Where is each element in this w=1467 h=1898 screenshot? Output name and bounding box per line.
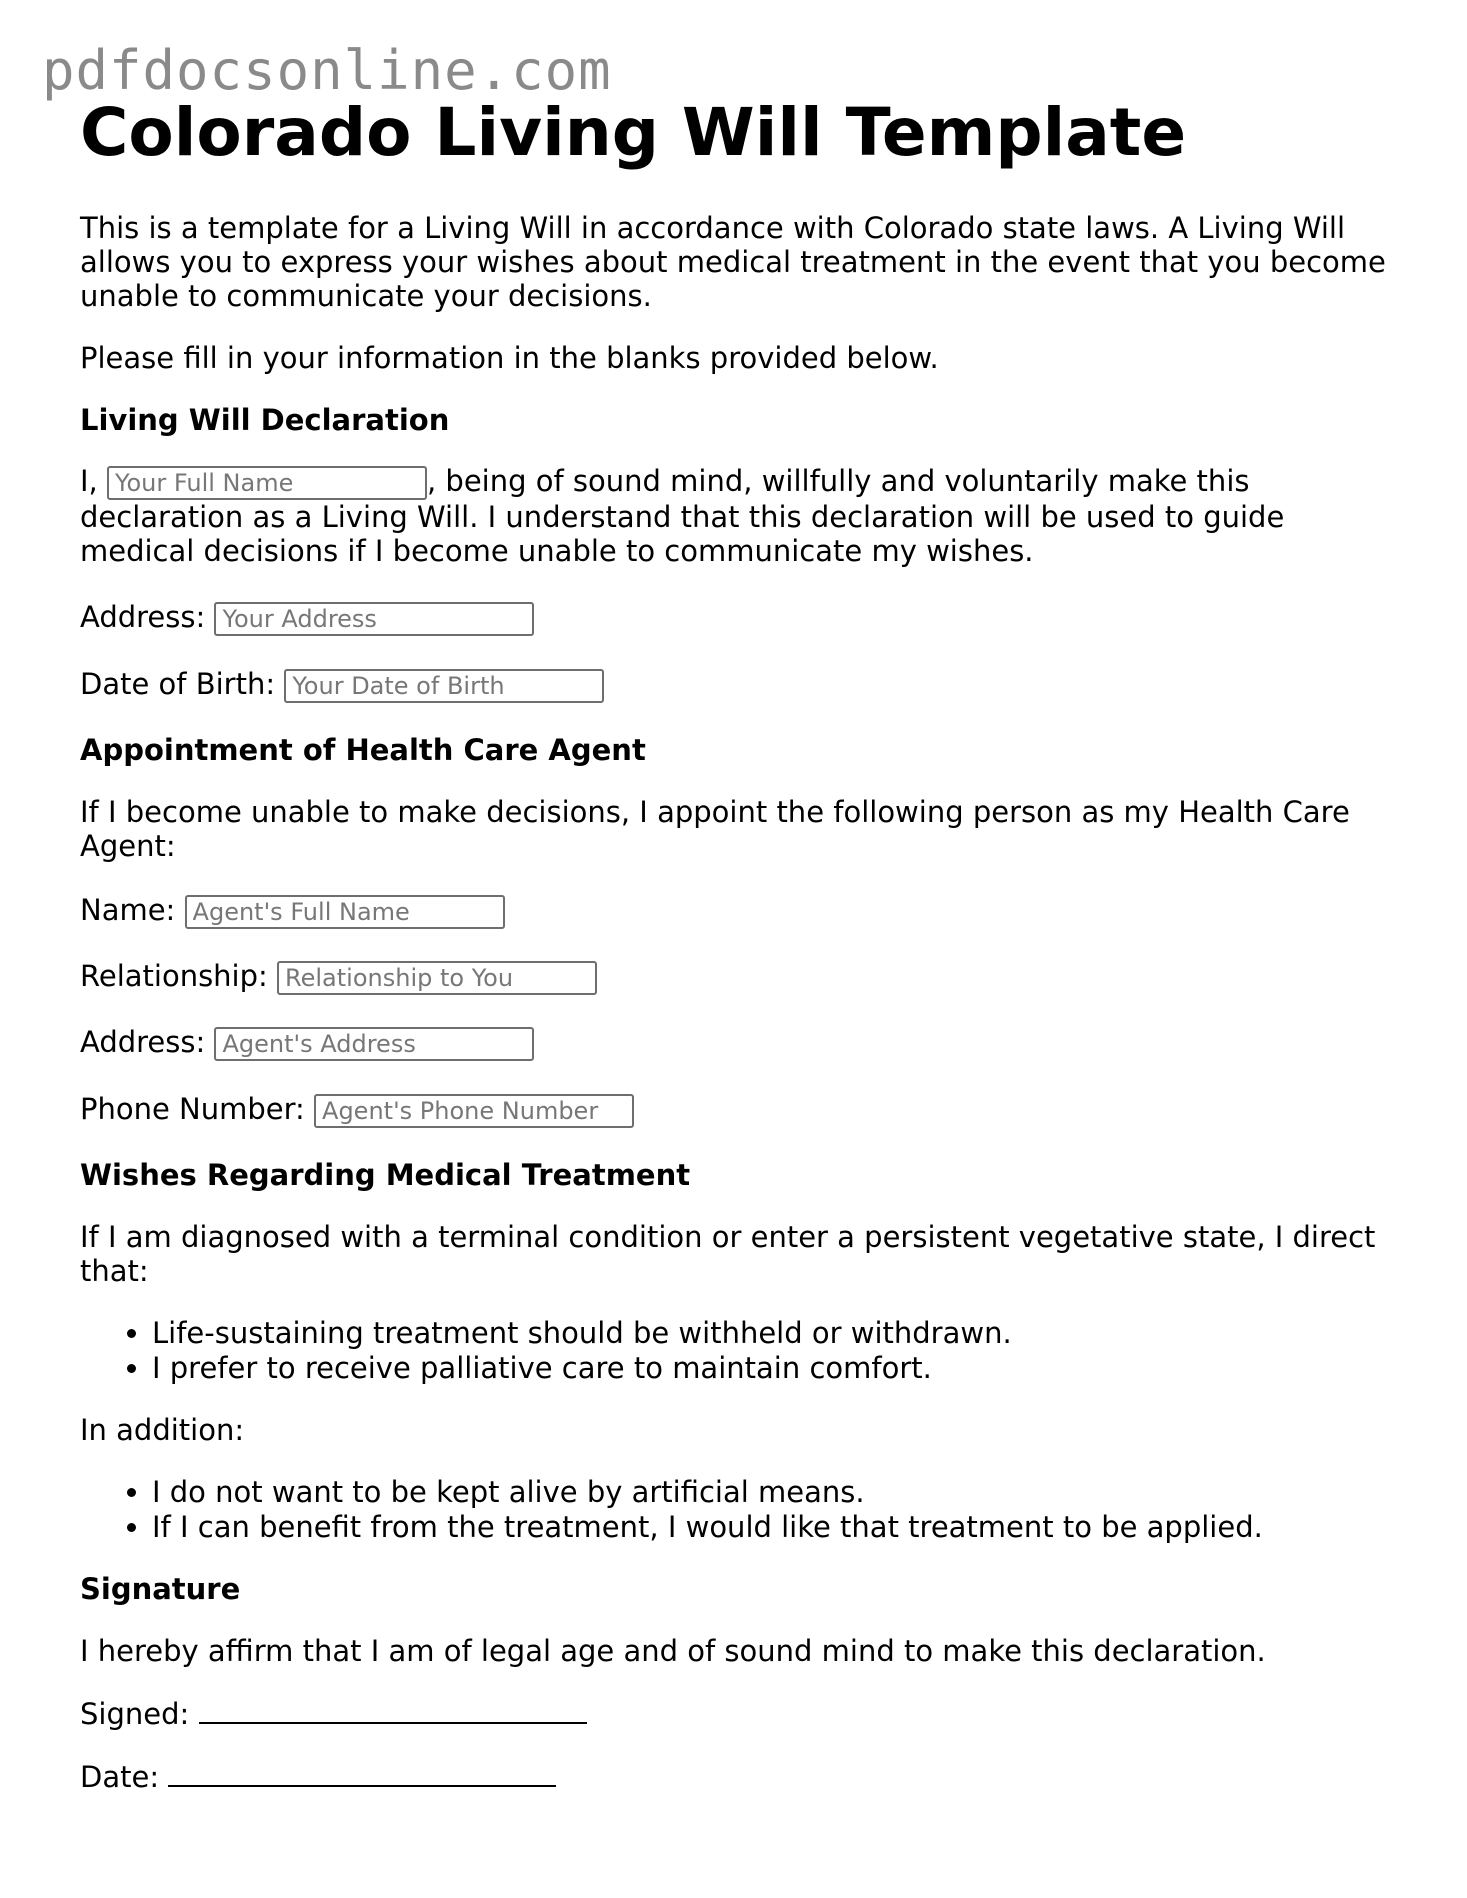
- list-item: • If I can benefit from the treatment, I would like that treatment to be applied.: [152, 1510, 1400, 1545]
- dob-input[interactable]: [284, 669, 604, 703]
- affirmation-row: [80, 1634, 1400, 1668]
- agent-name-label: Name:: [80, 893, 176, 927]
- additional-wishes-list: [80, 1475, 1400, 1545]
- declaration-paragraph: [80, 464, 1400, 568]
- agent-address-row: [80, 1025, 1400, 1061]
- agent-relationship-input[interactable]: [277, 961, 597, 995]
- intro-text: This is a template for a Living Will in accordance with Colorado state laws. A Living Will allows you to express your wishes about medical treatment in the event that you become unable to communicate your decisions.: [80, 211, 1386, 313]
- list-item: • Life-sustaining treatment should be withheld or withdrawn.: [152, 1316, 1400, 1351]
- signature-section: [80, 1572, 1400, 1606]
- dob-row: [80, 667, 1400, 703]
- signature-line[interactable]: [199, 1698, 587, 1724]
- agent-relationship-label: Relationship:: [80, 959, 268, 993]
- dob-label: Date of Birth:: [80, 667, 276, 701]
- agent-name-row: [80, 893, 1400, 929]
- agent-intro: [80, 795, 1400, 863]
- full-name-input[interactable]: [107, 466, 427, 500]
- wishes-list: [80, 1316, 1400, 1386]
- agent-phone-row: [80, 1092, 1400, 1128]
- list-item: • I do not want to be kept alive by artificial means.: [152, 1475, 1400, 1510]
- date-label: Date:: [80, 1760, 160, 1794]
- page-title: Colorado Living Will Template: [80, 94, 1187, 171]
- watermark: pdfdocsonline.com: [42, 39, 612, 102]
- intro-paragraph: [80, 211, 1400, 313]
- declaration-address-row: [80, 600, 1400, 636]
- agent-section: [80, 733, 1400, 767]
- declaration-heading: Living Will Declaration: [80, 403, 450, 437]
- signed-row: [80, 1697, 1400, 1731]
- agent-heading: Appointment of Health Care Agent: [80, 733, 646, 767]
- agent-phone-input[interactable]: [314, 1094, 634, 1128]
- agent-relationship-row: [80, 959, 1400, 995]
- date-line[interactable]: [168, 1761, 556, 1787]
- additional-list-container: [80, 1475, 1400, 1545]
- wishes-section: [80, 1158, 1400, 1192]
- agent-phone-label: Phone Number:: [80, 1092, 305, 1126]
- address-label: Address:: [80, 600, 206, 634]
- signed-label: Signed:: [80, 1697, 190, 1731]
- addition-label: In addition:: [80, 1413, 245, 1447]
- declaration-section: [80, 403, 1400, 437]
- affirmation-text: I hereby affirm that I am of legal age and of sound mind to make this declaration.: [80, 1634, 1266, 1668]
- instructions-text: Please fill in your information in the blanks provided below.: [80, 341, 939, 375]
- wishes-intro-text: If I am diagnosed with a terminal condition or enter a persistent vegetative state, I direct that:: [80, 1220, 1376, 1288]
- addition-row: [80, 1413, 1400, 1447]
- address-input[interactable]: [214, 602, 534, 636]
- agent-address-label: Address:: [80, 1025, 206, 1059]
- wishes-list-container: [80, 1316, 1400, 1386]
- declaration-statement-text: , being of sound mind, willfully and voluntarily make this declaration as a Living Will. I understand that this declaration will be used to guide medical decisions if I become unable to communicate my wishes.: [80, 464, 1285, 568]
- agent-name-input[interactable]: [185, 895, 505, 929]
- list-item: • I prefer to receive palliative care to maintain comfort.: [152, 1351, 1400, 1386]
- wishes-heading: Wishes Regarding Medical Treatment: [80, 1158, 691, 1192]
- date-row: [80, 1760, 1400, 1794]
- declaration-statement: [80, 464, 1400, 568]
- agent-intro-text: If I become unable to make decisions, I appoint the following person as my Health Care Agent:: [80, 795, 1350, 863]
- declaration-prefix: I,: [80, 464, 98, 498]
- instructions-paragraph: [80, 341, 1400, 375]
- agent-address-input[interactable]: [214, 1027, 534, 1061]
- signature-heading: Signature: [80, 1572, 241, 1606]
- wishes-intro: [80, 1220, 1400, 1288]
